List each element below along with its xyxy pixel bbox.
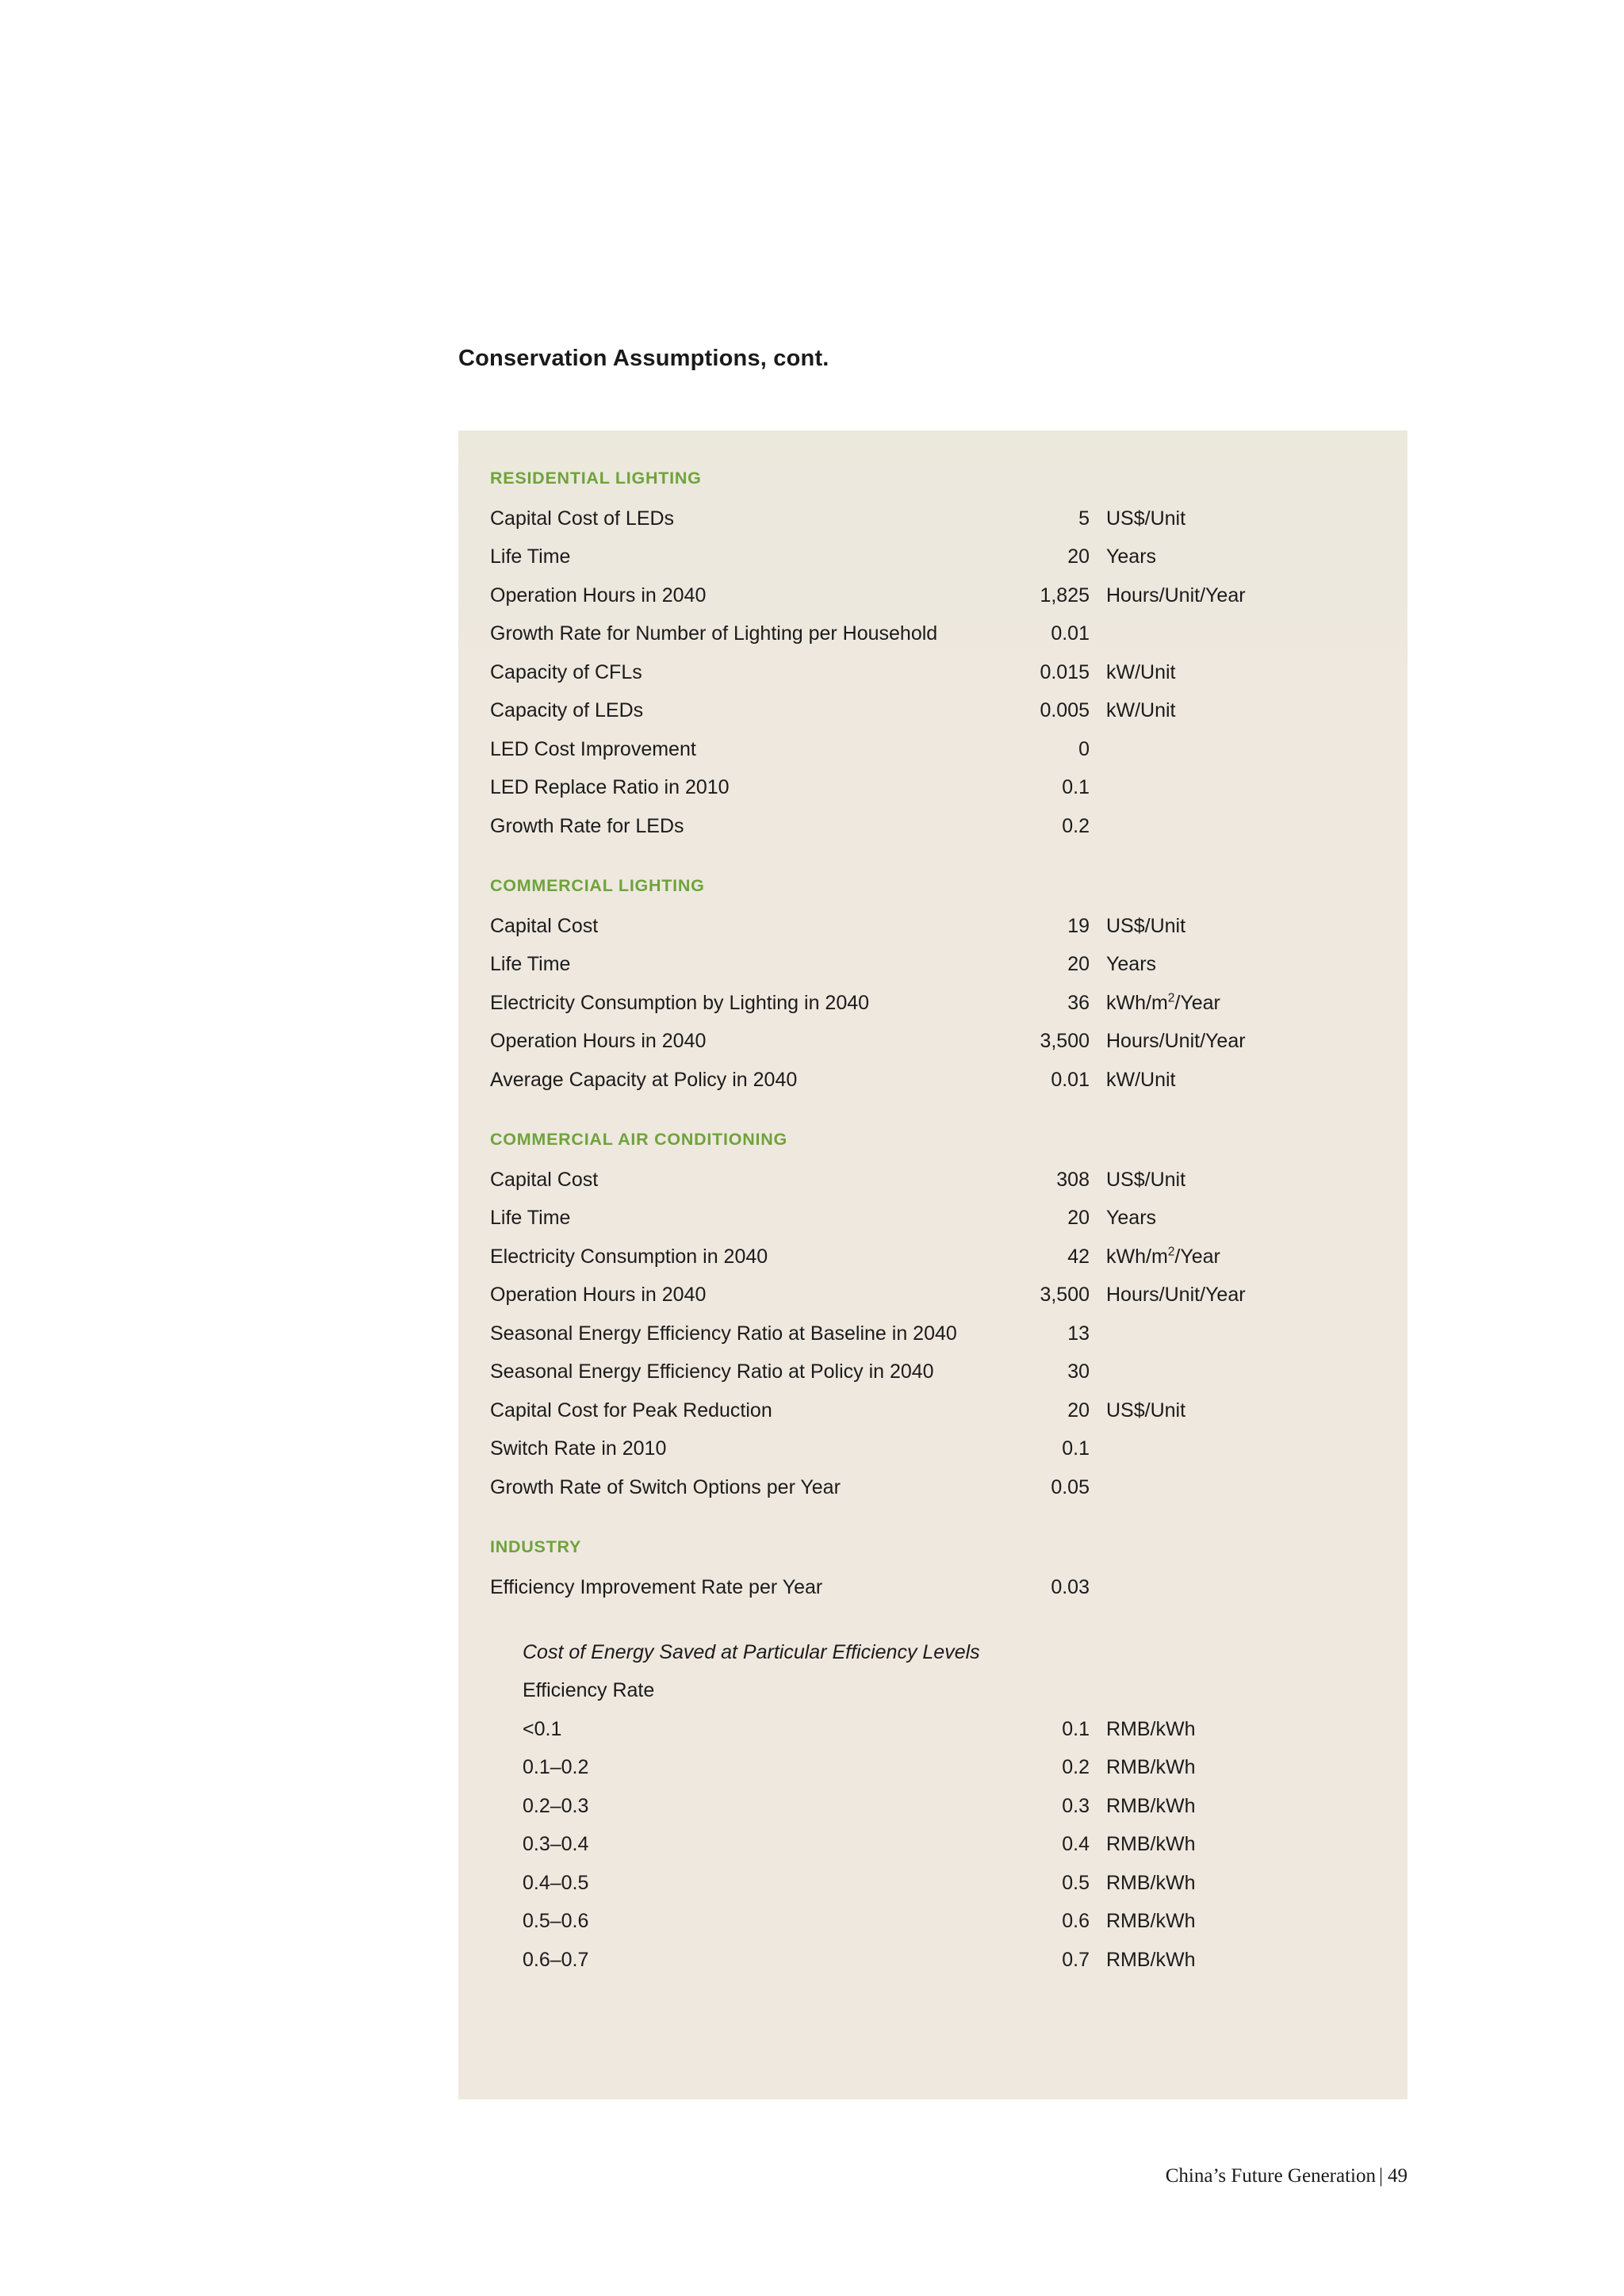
subblock-title: Cost of Energy Saved at Particular Efficiency Levels	[523, 1640, 980, 1663]
section-heading: COMMERCIAL LIGHTING	[490, 876, 705, 896]
row-value: 0.1	[1062, 1717, 1090, 1740]
row-label: Operation Hours in 2040	[490, 1284, 707, 1307]
assumption-row	[490, 807, 1392, 846]
row-label: 0.1–0.2	[523, 1756, 589, 1779]
row-unit: RMB/kWh	[1106, 1794, 1196, 1817]
assumption-row	[523, 1864, 1392, 1903]
assumption-row	[490, 1161, 1392, 1200]
assumption-row	[490, 1238, 1392, 1276]
row-label: LED Replace Ratio in 2010	[490, 776, 730, 799]
row-value: 5	[1078, 507, 1090, 530]
assumption-row	[523, 1902, 1392, 1941]
row-value: 3,500	[1040, 1284, 1090, 1307]
row-label: Operation Hours in 2040	[490, 1030, 707, 1053]
section-heading: RESIDENTIAL LIGHTING	[490, 469, 702, 488]
row-label: Capital Cost for Peak Reduction	[490, 1399, 772, 1422]
row-label: Capacity of LEDs	[490, 699, 644, 722]
assumptions-sections	[458, 469, 1408, 1979]
row-unit: US$/Unit	[1106, 507, 1186, 530]
footer-separator: |	[1378, 2165, 1383, 2187]
row-label: Average Capacity at Policy in 2040	[490, 1068, 798, 1091]
assumption-row	[490, 907, 1392, 946]
assumption-row	[523, 1748, 1392, 1787]
assumption-row	[490, 984, 1392, 1023]
assumption-row	[490, 576, 1392, 615]
row-value: 0.1	[1062, 776, 1090, 799]
row-value: 308	[1056, 1168, 1090, 1191]
page-footer	[1166, 2165, 1408, 2187]
row-value: 0.3	[1062, 1794, 1090, 1817]
assumption-section	[490, 877, 1392, 1099]
row-unit: Years	[1106, 953, 1157, 976]
row-value: 30	[1067, 1360, 1090, 1383]
row-value: 0.6	[1062, 1910, 1090, 1933]
row-value: 0.015	[1040, 660, 1090, 683]
assumption-row	[490, 1429, 1392, 1468]
row-value: 0.01	[1051, 622, 1090, 645]
row-value: 36	[1067, 991, 1090, 1014]
row-value: 19	[1067, 914, 1090, 937]
row-value: 13	[1067, 1322, 1090, 1345]
row-value: 0.4	[1062, 1833, 1090, 1856]
assumptions-panel	[458, 430, 1408, 2099]
row-value: 20	[1067, 1399, 1090, 1422]
row-unit: RMB/kWh	[1106, 1717, 1196, 1740]
assumption-section	[490, 469, 1392, 845]
section-heading: COMMERCIAL AIR CONDITIONING	[490, 1130, 787, 1150]
row-label: Capacity of CFLs	[490, 660, 642, 683]
assumption-row	[490, 945, 1392, 984]
row-unit: kWh/$m^2$/Year	[1106, 1245, 1220, 1268]
row-unit: kW/Unit	[1106, 660, 1176, 683]
row-value: 0.2	[1062, 1756, 1090, 1779]
assumption-row	[490, 1391, 1392, 1430]
row-label: Operation Hours in 2040	[490, 584, 707, 607]
assumption-row	[490, 614, 1392, 653]
row-label: Capital Cost	[490, 1168, 599, 1191]
row-unit: US$/Unit	[1106, 1168, 1186, 1191]
row-value: 3,500	[1040, 1030, 1090, 1053]
assumption-row	[490, 653, 1392, 692]
row-label: Seasonal Energy Efficiency Ratio at Baseline in 2040	[490, 1322, 957, 1345]
row-label: 0.6–0.7	[523, 1948, 589, 1971]
row-value: 0	[1078, 737, 1090, 760]
assumption-row	[523, 1825, 1392, 1864]
row-value: 0.005	[1040, 699, 1090, 722]
row-value: 42	[1067, 1245, 1090, 1268]
row-value: 20	[1067, 1207, 1090, 1230]
assumption-row	[523, 1941, 1392, 1980]
row-unit: RMB/kWh	[1106, 1948, 1196, 1971]
row-label: Growth Rate for LEDs	[490, 814, 684, 837]
row-value: 0.2	[1062, 814, 1090, 837]
row-unit: Years	[1106, 1207, 1157, 1230]
assumption-row	[523, 1787, 1392, 1826]
row-value: 1,825	[1040, 584, 1090, 607]
assumption-row	[490, 538, 1392, 576]
row-value: 20	[1067, 953, 1090, 976]
assumption-section	[490, 1538, 1392, 1979]
row-unit: RMB/kWh	[1106, 1910, 1196, 1933]
assumption-row	[490, 1314, 1392, 1353]
row-label: 0.4–0.5	[523, 1871, 589, 1894]
row-value: 0.03	[1051, 1576, 1090, 1599]
assumption-section	[490, 1131, 1392, 1506]
row-unit: Hours/Unit/Year	[1106, 1030, 1246, 1053]
row-label: 0.3–0.4	[523, 1833, 589, 1856]
row-label: Life Time	[490, 545, 571, 568]
assumption-row	[490, 499, 1392, 538]
assumption-row	[490, 691, 1392, 730]
row-value: 0.01	[1051, 1068, 1090, 1091]
row-value: 0.7	[1062, 1948, 1090, 1971]
row-label: Capital Cost of LEDs	[490, 507, 675, 530]
footer-page-number: 49	[1388, 2165, 1408, 2187]
assumption-row	[490, 1061, 1392, 1100]
row-label: Electricity Consumption in 2040	[490, 1245, 768, 1268]
row-value: 0.5	[1062, 1871, 1090, 1894]
row-unit: Hours/Unit/Year	[1106, 1284, 1246, 1307]
row-label: Growth Rate of Switch Options per Year	[490, 1475, 841, 1498]
row-label: Capital Cost	[490, 914, 599, 937]
row-value: 0.05	[1051, 1475, 1090, 1498]
row-value: 0.1	[1062, 1437, 1090, 1460]
row-unit: Hours/Unit/Year	[1106, 584, 1246, 607]
section-heading: INDUSTRY	[490, 1537, 582, 1557]
row-unit: RMB/kWh	[1106, 1756, 1196, 1779]
row-label: Life Time	[490, 1207, 571, 1230]
assumption-row	[490, 768, 1392, 807]
row-unit: RMB/kWh	[1106, 1833, 1196, 1856]
assumption-row	[490, 1353, 1392, 1391]
subblock-column-header: Efficiency Rate	[523, 1679, 655, 1702]
row-label: Seasonal Energy Efficiency Ratio at Policy in 2040	[490, 1360, 934, 1383]
row-label: <0.1	[523, 1717, 562, 1740]
row-label: 0.5–0.6	[523, 1910, 589, 1933]
assumption-row	[490, 1276, 1392, 1314]
row-label: Growth Rate for Number of Lighting per Household	[490, 622, 938, 645]
row-label: LED Cost Improvement	[490, 737, 696, 760]
row-unit: RMB/kWh	[1106, 1871, 1196, 1894]
row-label: 0.2–0.3	[523, 1794, 589, 1817]
page-title: Conservation Assumptions, cont.	[458, 346, 829, 372]
assumption-row	[490, 1568, 1392, 1607]
row-unit: kW/Unit	[1106, 1068, 1176, 1091]
row-label: Switch Rate in 2010	[490, 1437, 667, 1460]
assumption-row	[490, 1468, 1392, 1507]
footer-publication-title: China’s Future Generation	[1165, 2165, 1376, 2187]
assumption-row	[490, 1022, 1392, 1061]
row-unit: kW/Unit	[1106, 699, 1176, 722]
row-value: 20	[1067, 545, 1090, 568]
row-unit: US$/Unit	[1106, 1399, 1186, 1422]
assumption-row	[523, 1710, 1392, 1749]
row-unit: kWh/$m^2$/Year	[1106, 991, 1220, 1014]
row-label: Efficiency Improvement Rate per Year	[490, 1576, 823, 1599]
assumption-row	[490, 1199, 1392, 1238]
row-label: Electricity Consumption by Lighting in 2040	[490, 991, 870, 1014]
row-unit: Years	[1106, 545, 1157, 568]
assumption-row	[490, 730, 1392, 769]
efficiency-levels-subblock	[490, 1633, 1392, 1980]
row-label: Life Time	[490, 953, 571, 976]
row-unit: US$/Unit	[1106, 914, 1186, 937]
